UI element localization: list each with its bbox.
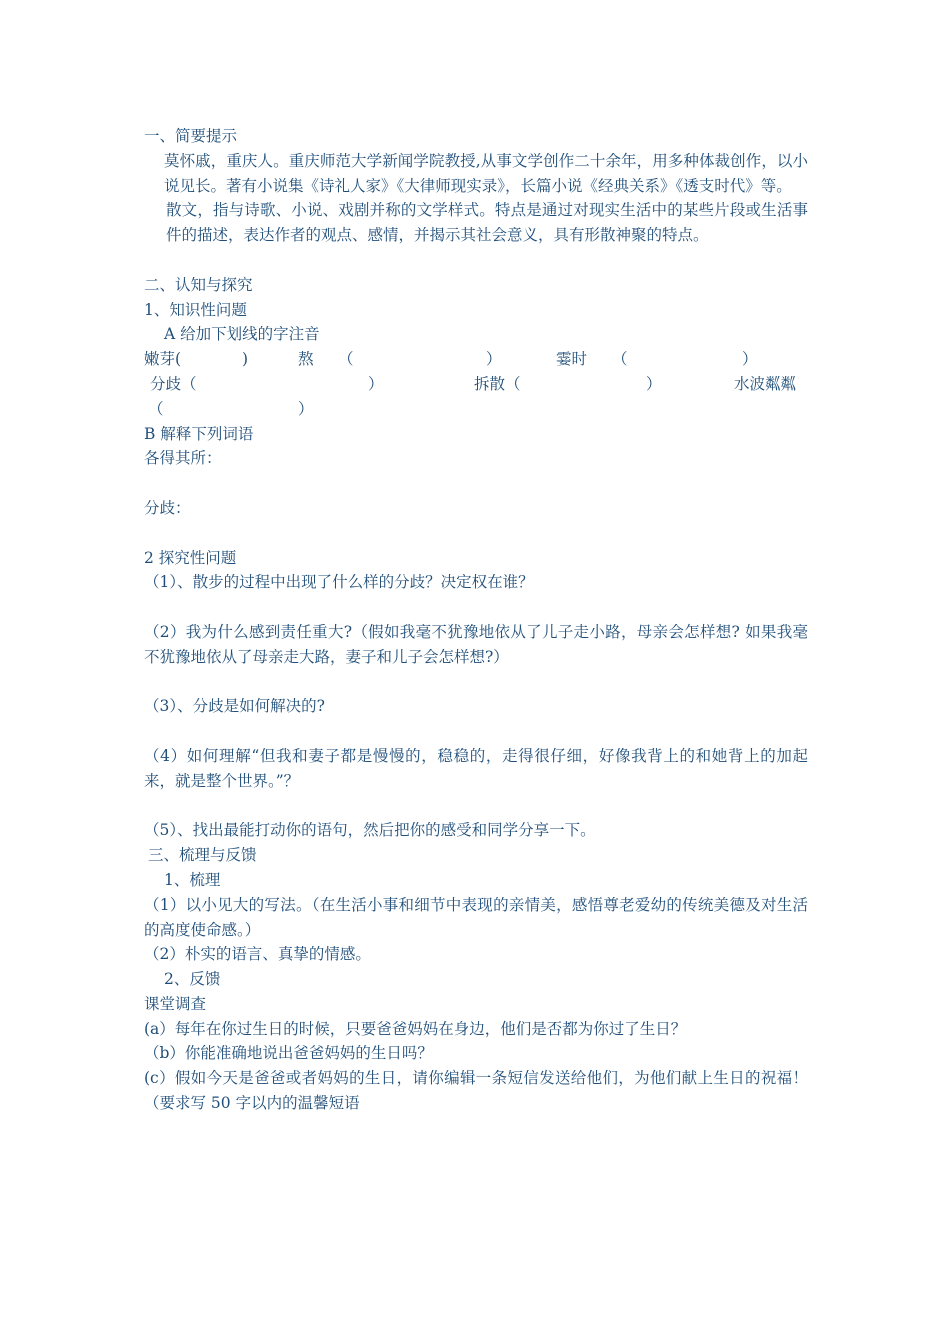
pinyin-bracket: ） [298,399,314,418]
inquiry-question: （4）如何理解“但我和妻子都是慢慢的，稳稳的，走得很仔细，好像我背上的和她背上的加起来，就是整个世界。”？ [144,746,808,790]
pinyin-bracket: （ [612,350,628,369]
pinyin-bracket: （ [148,399,164,418]
subquestion-heading: B 解释下列词语 [144,424,254,443]
pinyin-bracket: （ [338,350,354,369]
pinyin-word: 熬 [298,350,314,369]
pinyin-bracket: ） [368,374,384,393]
question-heading: 1、知识性问题 [144,300,247,319]
pinyin-bracket: ） [742,350,758,369]
section-title: 一、简要提示 [144,127,238,145]
subsection-heading: 1、梳理 [164,870,221,889]
pinyin-bracket: ) [242,350,249,369]
pinyin-row [144,397,808,422]
inquiry-question: （3）、分歧是如何解决的? [144,697,325,716]
pinyin-row [144,347,808,372]
subquestion-heading: A 给加下划线的字注音 [164,325,320,344]
prose-paragraph: 散文，指与诗歌、小说、戏剧并称的文学样式。特点是通过对现实生活中的某些片段或生活事件的描述，表达作者的观点、感情，并揭示其社会意义，具有形散神聚的特点。 [166,201,808,245]
inquiry-question: （2）我为什么感到责任重大?（假如我毫不犹豫地依从了儿子走小路，母亲会怎样想? 如果我毫不犹豫地依从了母亲走大路，妻子和儿子会怎样想?） [144,622,808,666]
pinyin-word: 嫩芽( [144,350,182,369]
pinyin-bracket: ） [646,374,662,393]
survey-title: 课堂调查 [144,994,207,1013]
survey-question: (a）每年在你过生日的时候，只要爸爸妈妈在身边，他们是否都为你过了生日？ [144,1019,687,1038]
survey-question: (c）假如今天是爸爸或者妈妈的生日，请你编辑一条短信发送给他们，为他们献上生日的祝福！（要求写 50 字以内的温馨短语 [144,1069,808,1113]
section-title: 三、梳理与反馈 [148,846,257,865]
section-title: 二、认知与探究 [144,275,253,294]
pinyin-bracket: ） [486,350,502,369]
pinyin-word: 霎时 [556,350,588,369]
subsection-heading: 2、反馈 [164,970,221,989]
pinyin-word: 分歧（ [150,374,197,393]
summary-item: （1）以小见大的写法。（在生活小事和细节中表现的亲情美，感悟尊老爱幼的传统美德及对生活的高度使命感。） [144,895,808,939]
summary-item: （2）朴实的语言、真挚的情感。 [144,945,371,964]
term-definition: 各得其所： [144,449,222,468]
pinyin-word: 水波粼粼 [734,374,797,393]
author-paragraph: 莫怀戚，重庆人。重庆师范大学新闻学院教授,从事文学创作二十余年，用多种体裁创作，以小说见长。著有小说集《诗礼人家》《大律师现实录》，长篇小说《经典关系》《透支时代》等。 [164,151,808,195]
survey-question: （b）你能准确地说出爸爸妈妈的生日吗？ [144,1044,433,1063]
document-page [144,124,808,1116]
pinyin-row [144,372,808,397]
pinyin-word: 拆散（ [474,374,521,393]
inquiry-question: （1）、散步的过程中出现了什么样的分歧？决定权在谁？ [144,573,534,592]
question-heading: 2 探究性问题 [144,548,237,567]
inquiry-question: （5）、找出最能打动你的语句，然后把你的感受和同学分享一下。 [144,821,596,840]
term-definition: 分歧： [144,498,191,517]
